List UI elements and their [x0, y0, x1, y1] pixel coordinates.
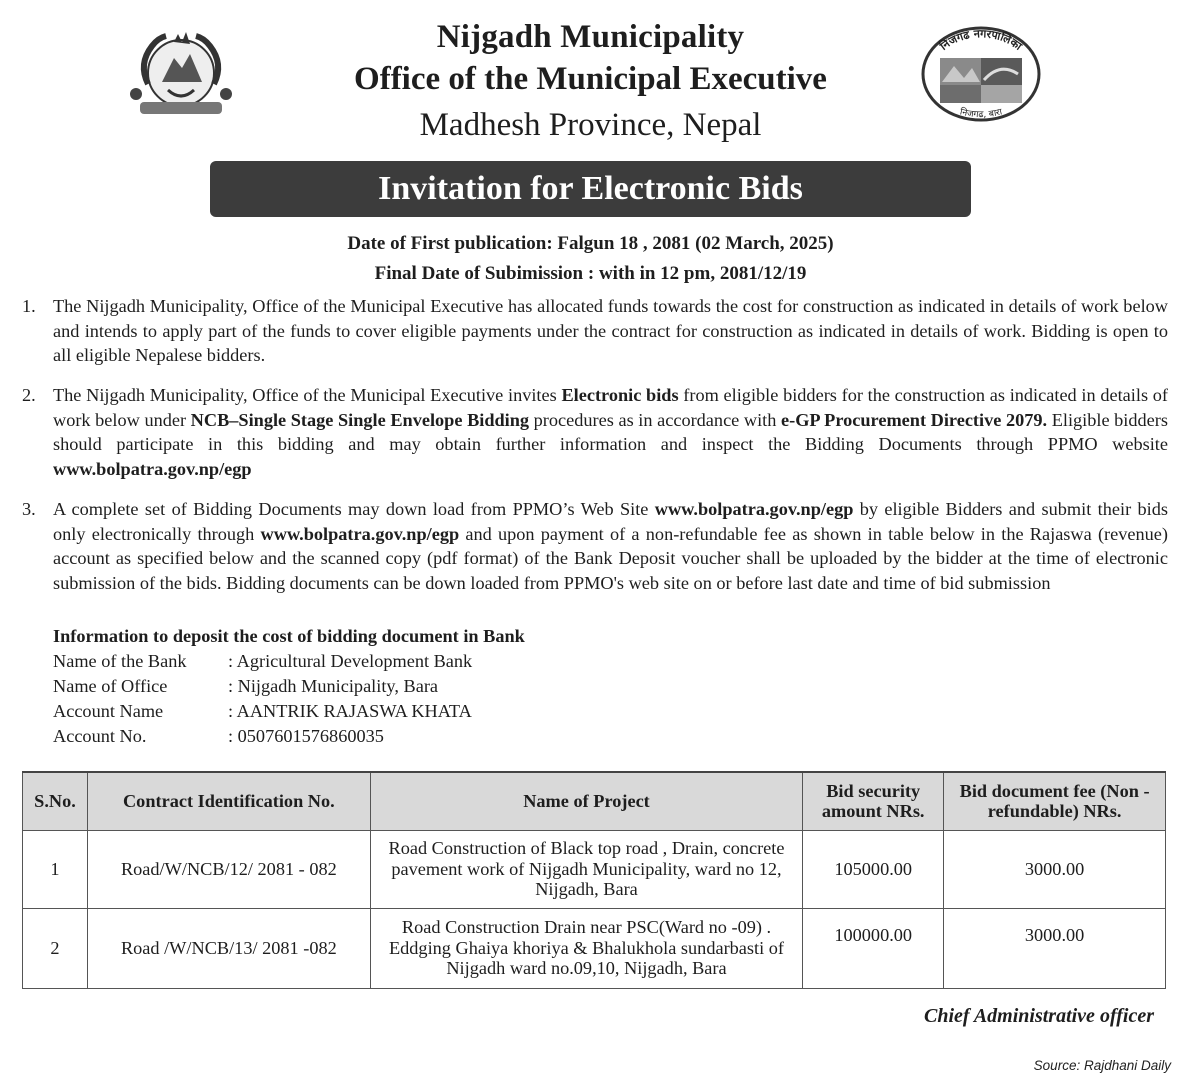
header-document-fee: Bid document fee (Non - refundable) NRs. — [944, 772, 1166, 830]
cell-document-fee: 3000.00 — [944, 908, 1166, 988]
bold-text: NCB–Single Stage Single Envelope Bidding — [190, 409, 530, 430]
header — [0, 18, 1181, 148]
logo-subtext: निजगढ, बारा — [958, 107, 1004, 121]
bank-row: Account No. : 0507601576860035 — [53, 726, 384, 746]
bank-row: Name of the Bank : Agricultural Development Bank — [53, 651, 473, 671]
cell-sno: 2 — [23, 908, 88, 988]
paragraph-text: The Nijgadh Municipality, Office of the Municipal Executive invites Electronic bids from eligible bidders for the construction as indicated in details of work below under NCB–Single Stage Single Envelope Bidding procedures as in accordance with e-GP Procurement Directive 2079. Eligible bidders should participate in this bidding and may obtain further information and inspect the Bidding Documents through PPMO website www.bolpatra.gov.np/egp — [53, 385, 1169, 479]
signature: Chief Administrative officer — [924, 1005, 1154, 1027]
logo-text: निजगढ नगरपालिका — [937, 27, 1025, 53]
bank-info-heading: Information to deposit the cost of bidding document in Bank — [53, 626, 525, 646]
org-name: Nijgadh Municipality — [436, 19, 745, 55]
cell-sno: 1 — [23, 830, 88, 908]
table-header-row — [23, 772, 1166, 830]
province: Madhesh Province, Nepal — [419, 107, 762, 143]
cell-bid-security: 105000.00 — [803, 830, 944, 908]
cell-contract-id: Road/W/NCB/12/ 2081 - 082 — [87, 830, 370, 908]
first-publication-date: Date of First publication: Falgun 18 , 2081 (02 March, 2025) — [347, 233, 834, 254]
paragraph-text: The Nijgadh Municipality, Office of the Municipal Executive has allocated funds towards the cost for construction as indicated in details of work below and intends to apply part of the funds to cover eligible payments under the contract for construction as indicated in details of work. Bidding is open to all eligible Nepalese bidders. — [53, 296, 1168, 365]
source-credit: Source: Rajdhani Daily — [1033, 1058, 1171, 1073]
bank-row: Name of Office : Nijgadh Municipality, Bara — [53, 676, 439, 696]
dates — [0, 229, 1181, 289]
title-banner: Invitation for Electronic Bids — [210, 161, 971, 217]
bids-table — [22, 771, 1166, 989]
cell-project-name: Road Construction of Black top road , Drain, concrete pavement work of Nijgadh Municipality, ward no 12, Nijgadh, Bara — [370, 830, 803, 908]
website-link: www.bolpatra.gov.np/egp — [53, 458, 252, 479]
header-project-name: Name of Project — [370, 772, 803, 830]
table-row — [23, 830, 1166, 908]
bank-info — [53, 624, 525, 749]
bold-text: e-GP Procurement Directive 2079. — [781, 409, 1048, 430]
bank-row: Account Name : AANTRIK RAJASWA KHATA — [53, 701, 472, 721]
header-contract-id: Contract Identification No. — [87, 772, 370, 830]
paragraph-number: 1. — [22, 296, 36, 316]
paragraph-2 — [22, 383, 1168, 481]
paragraph-number: 3. — [22, 499, 36, 519]
bold-text: Electronic bids — [561, 385, 679, 405]
paragraph-1 — [22, 294, 1168, 368]
paragraph-3 — [22, 497, 1168, 595]
cell-bid-security: 100000.00 — [803, 908, 944, 988]
header-sno: S.No. — [23, 772, 88, 830]
office-name: Office of the Municipal Executive — [354, 61, 827, 97]
cell-project-name: Road Construction Drain near PSC(Ward no -09) . Eddging Ghaiya khoriya & Bhalukhola sundarbasti of Nijgadh ward no.09,10, Nijgadh, Bara — [370, 908, 803, 988]
paragraph-number: 2. — [22, 385, 36, 405]
final-submission-date: Final Date of Subimission : with in 12 pm, 2081/12/19 — [374, 263, 807, 284]
cell-document-fee: 3000.00 — [944, 830, 1166, 908]
table-row — [23, 908, 1166, 988]
paragraph-text: A complete set of Bidding Documents may down load from PPMO’s Web Site www.bolpatra.gov.np/egp by eligible Bidders and submit their bids only electronically through www.bolpatra.gov.np/egp and upon payment of a non-refundable fee as shown in table below in the Rajaswa (revenue) account as specified below and the scanned copy (pdf format) of the Bank Deposit voucher shall be uploaded by the bidder at the time of electronic submission of the bids. Bidding documents can be down loaded from PPMO's web site on or before last date and time of bid submission — [53, 499, 1168, 593]
header-bid-security: Bid security amount NRs. — [803, 772, 944, 830]
website-link: www.bolpatra.gov.np/egp — [260, 523, 460, 544]
website-link: www.bolpatra.gov.np/egp — [654, 499, 854, 519]
cell-contract-id: Road /W/NCB/13/ 2081 -082 — [87, 908, 370, 988]
